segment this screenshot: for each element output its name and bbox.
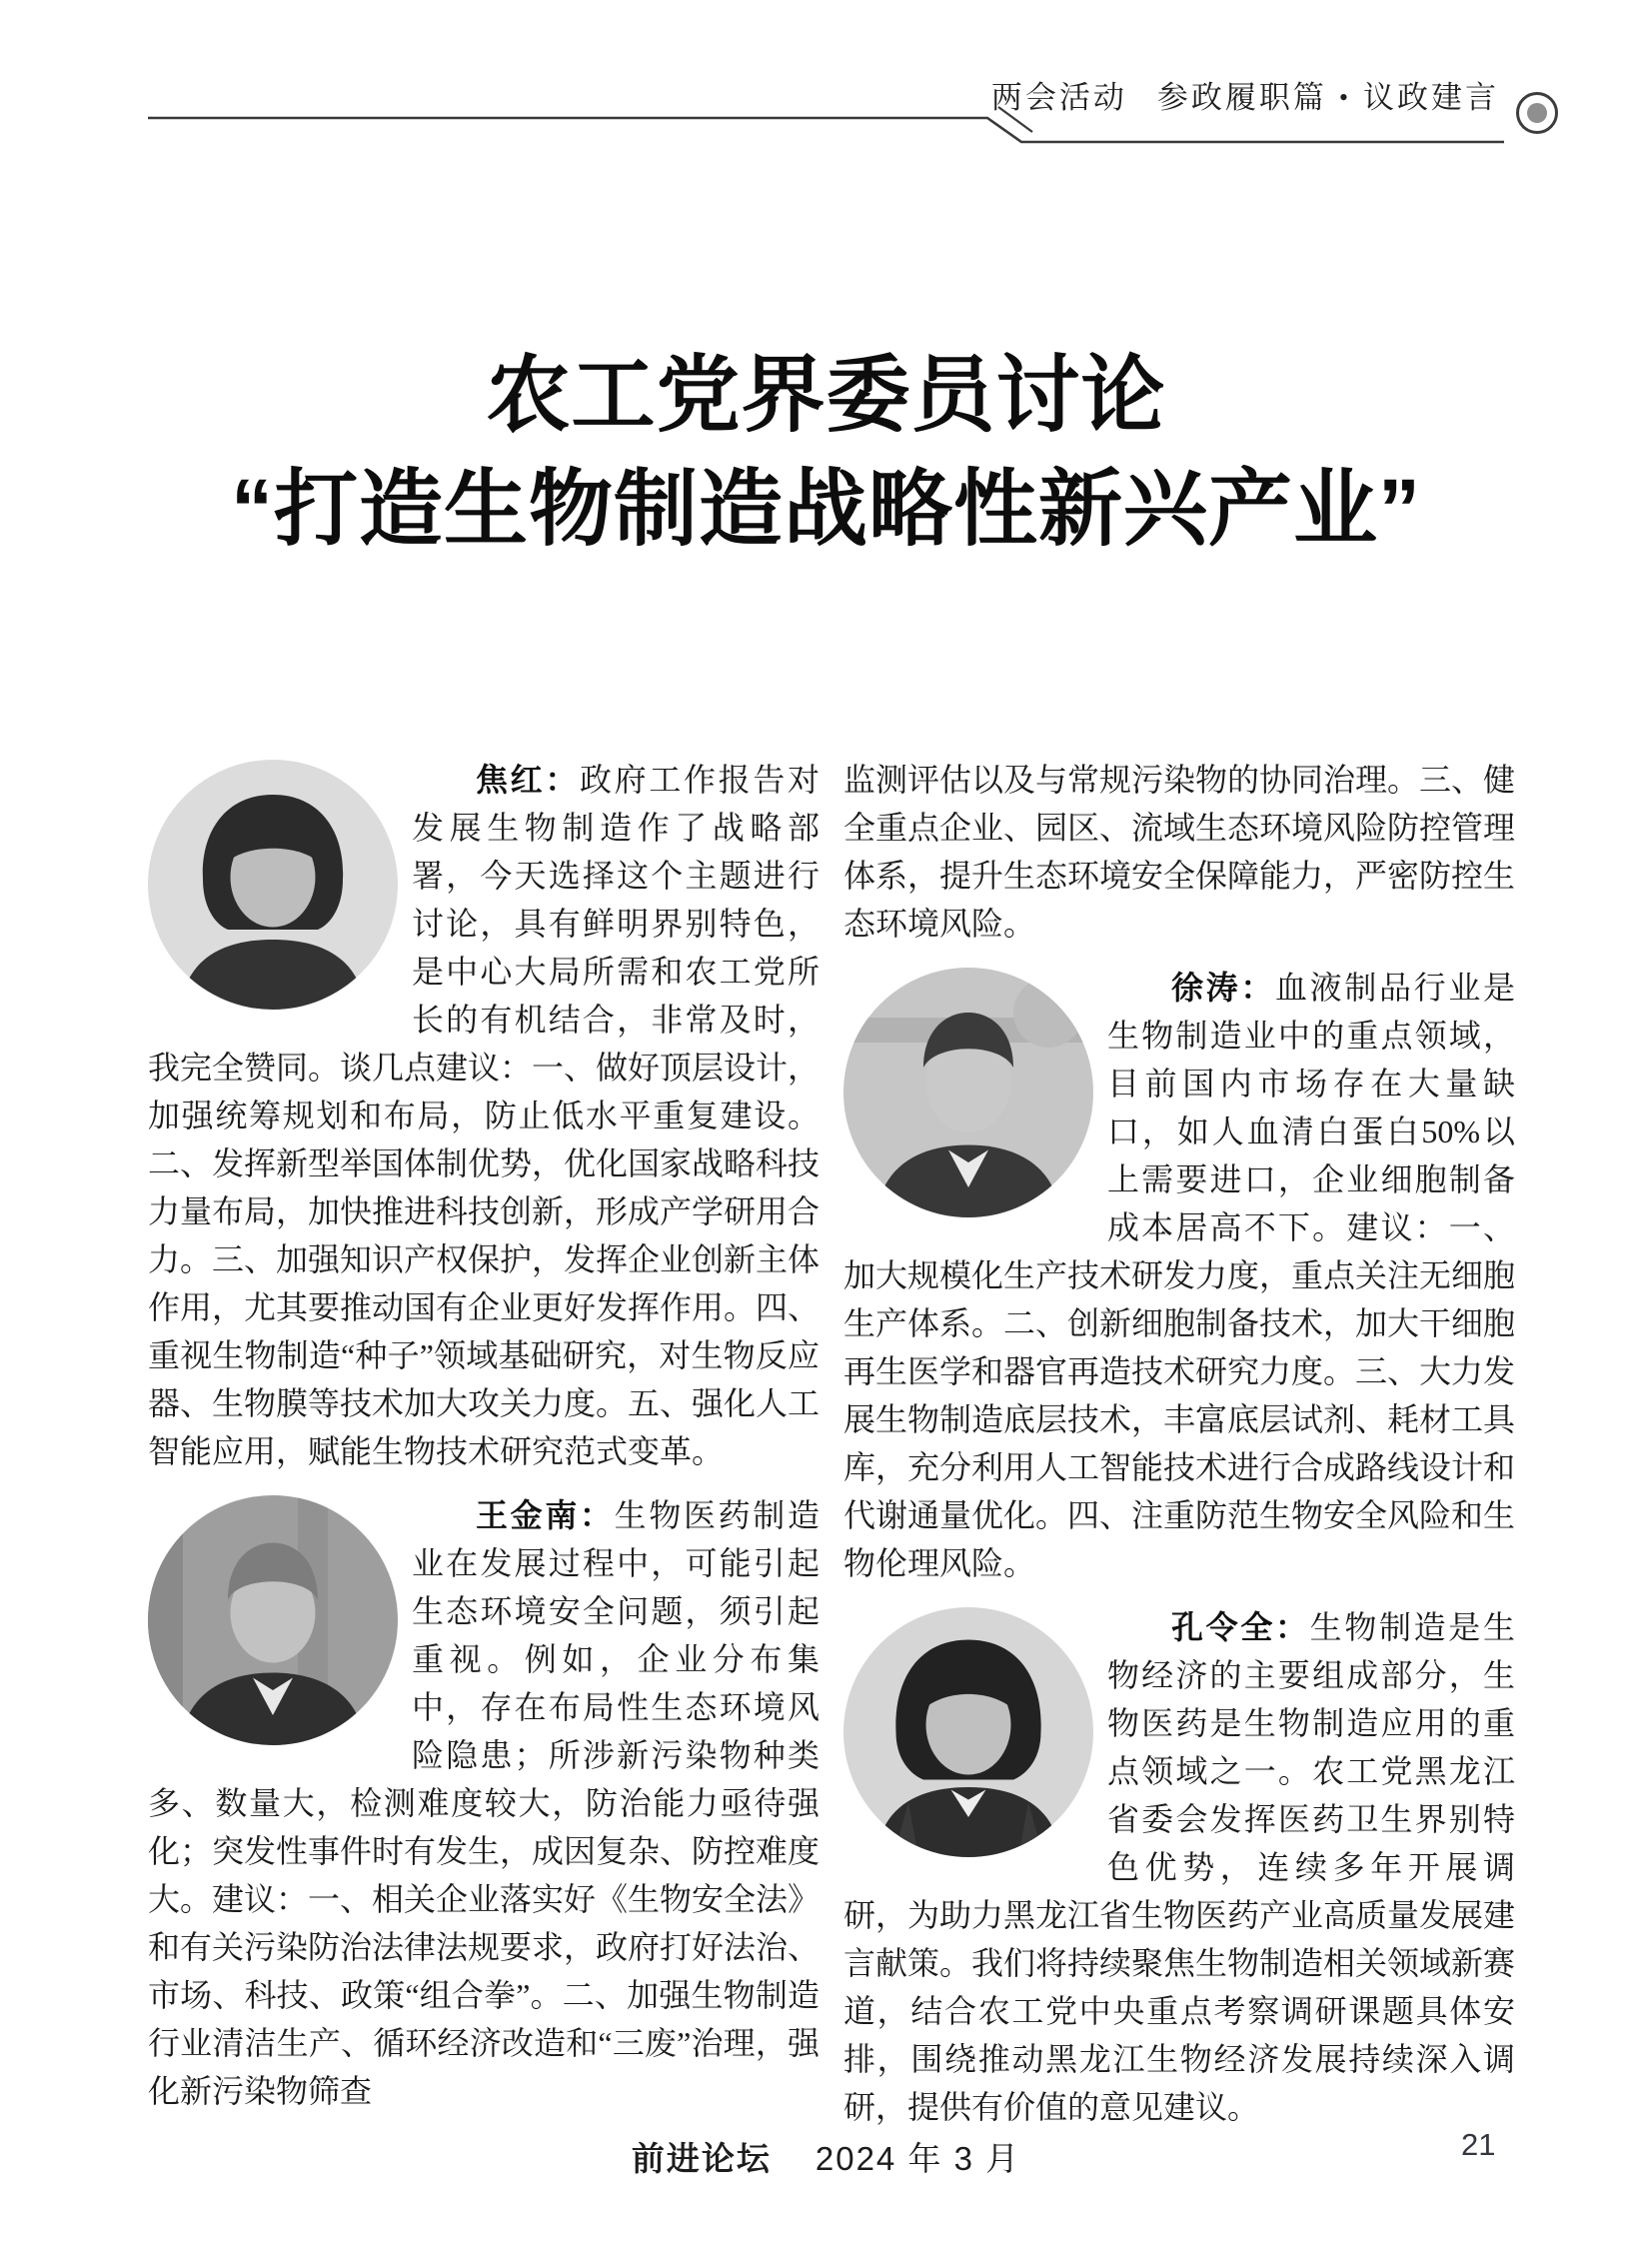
portrait-placeholder-icon xyxy=(148,1495,398,1745)
speaker-name: 孔令全： xyxy=(1171,1609,1310,1645)
speaker-name: 徐涛： xyxy=(1171,970,1275,1006)
speaker-name: 焦红： xyxy=(476,762,580,798)
speaker-photo-konglingquan xyxy=(843,1607,1093,1857)
header-subsection-label: 参政履职篇 xyxy=(1156,80,1327,115)
article-title xyxy=(0,338,1652,566)
separator-dot-icon: • xyxy=(1338,83,1351,112)
speaker-section-wangjinnan xyxy=(148,1491,820,2115)
journal-name: 前进论坛 xyxy=(631,2140,772,2177)
article-title-line1: 农工党界委员讨论 xyxy=(486,348,1166,442)
speaker-section-konglingquan xyxy=(843,1603,1515,2131)
footer xyxy=(0,2133,1652,2180)
speech-text: 血液制品行业是生物制造业中的重点领域，目前国内市场存在大量缺口，如人血清白蛋白50%以上需要进口，企业细胞制备成本居高不下。建议：一、加大规模化生产技术研发力度，重点关注无细胞生产体系。二、创新细胞制备技术，加大干细胞再生医学和器官再造技术研究力度。三、大力发展生物制造底层技术，丰富底层试剂、耗材工具库，充分利用人工智能技术进行合成路线设计和代谢通量优化。四、注重防范生物安全风险和生物伦理风险。 xyxy=(843,970,1516,1581)
speaker-speech-continued xyxy=(843,756,1515,948)
speaker-photo-wangjinnan xyxy=(148,1495,398,1745)
header-topic-label: 议政建言 xyxy=(1363,80,1499,115)
bullseye-dot xyxy=(1527,103,1547,123)
header-section-label: 两会活动 xyxy=(990,80,1127,115)
speech-text: 生物医药制造业在发展过程中，可能引起生态环境安全问题，须引起重视。例如，企业分布集中，存在布局性生态环境风险隐患；所涉新污染物种类多、数量大，检测难度较大，防治能力亟待强化；突发性事件时有发生，成因复杂、防控难度大。建议：一、相关企业落实好《生物安全法》和有关污染防治法律法规要求，政府打好法治、市场、科技、政策“组合拳”。二、加强生物制造行业清洁生产、循环经济改造和“三废”治理，强化新污染物筛查 xyxy=(148,1497,821,2109)
page-number: 21 xyxy=(1461,2127,1496,2162)
bullseye-icon xyxy=(1516,92,1558,134)
speaker-photo-xutao xyxy=(843,968,1093,1217)
speech-text: 政府工作报告对发展生物制造作了战略部署，今天选择这个主题进行讨论，具有鲜明界别特色，是中心大局所需和农工党所长的有机结合，非常及时，我完全赞同。谈几点建议：一、做好顶层设计，加强统筹规划和布局，防止低水平重复建设。二、发挥新型举国体制优势，优化国家战略科技力量布局，加快推进科技创新，形成产学研用合力。三、加强知识产权保护，发挥企业创新主体作用，尤其要推动国有企业更好发挥作用。四、重视生物制造“种子”领域基础研究，对生物反应器、生物膜等技术加大攻关力度。五、强化人工智能应用，赋能生物技术研究范式变革。 xyxy=(148,762,821,1469)
article-title-line2: “打造生物制造战略性新兴产业” xyxy=(230,462,1421,556)
speech-text: 生物制造是生物经济的主要组成部分，生物医药是生物制造应用的重点领域之一。农工党黑龙江省委会发挥医药卫生界别特色优势，连续多年开展调研，为助力黑龙江省生物医药产业高质量发展建言献策。我们将持续聚焦生物制造相关领域新赛道，结合农工党中央重点考察调研课题具体安排，围绕推动黑龙江生物经济发展持续深入调研，提供有价值的意见建议。 xyxy=(843,1609,1516,2125)
issue-date: 2024 年 3 月 xyxy=(815,2140,1021,2177)
speaker-name: 王金南： xyxy=(476,1497,615,1533)
portrait-placeholder-icon xyxy=(148,760,398,1010)
speaker-section-jiaohong xyxy=(148,756,820,1475)
portrait-placeholder-icon xyxy=(843,968,1093,1217)
speaker-photo-jiaohong xyxy=(148,760,398,1010)
header-label xyxy=(991,80,1499,116)
column-left xyxy=(148,756,820,2115)
column-right xyxy=(843,756,1515,2131)
portrait-placeholder-icon xyxy=(843,1607,1093,1857)
speech-text: 监测评估以及与常规污染物的协同治理。三、健全重点企业、园区、流域生态环境风险防控管理体系，提升生态环境安全保障能力，严密防控生态环境风险。 xyxy=(843,762,1516,942)
speaker-section-xutao xyxy=(843,964,1515,1587)
